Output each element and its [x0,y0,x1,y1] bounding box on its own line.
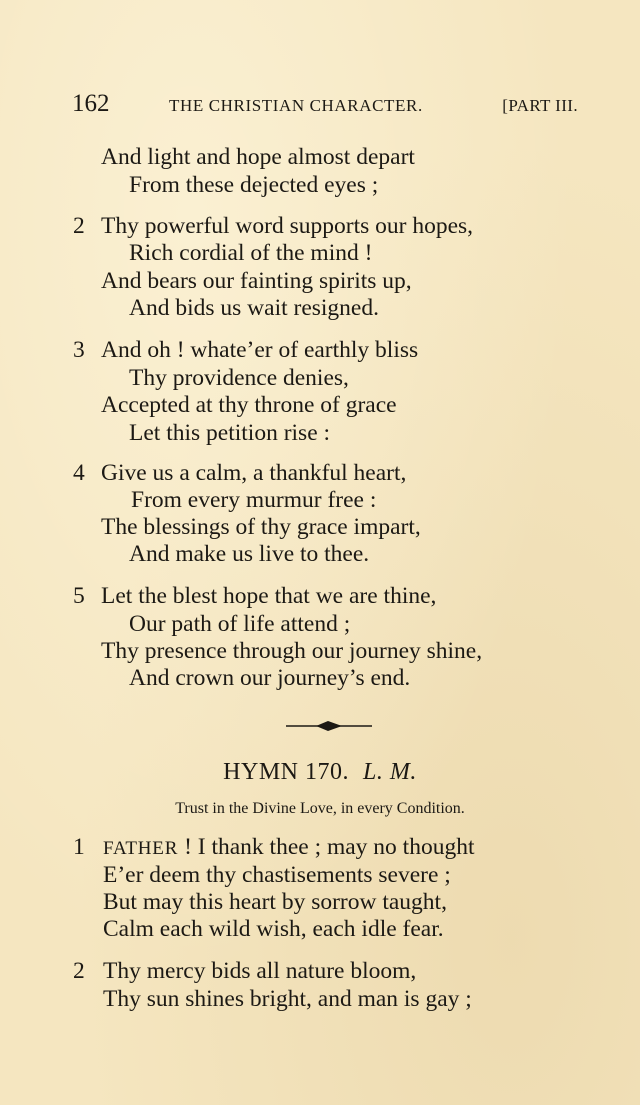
verse-line: Our path of life attend ; [129,611,351,637]
hymn-meter: L. M. [363,759,417,785]
verse-line-first [103,836,475,860]
verse-line: Rich cordial of the mind ! [129,240,373,266]
running-header [72,86,592,126]
small-caps-opening-word: FATHER [103,838,179,859]
part-label: [PART III. [502,96,578,115]
verse-line: Let this petition rise : [129,420,331,446]
stanza-number: 3 [73,337,85,363]
ornamental-divider-icon [286,718,372,734]
stanza-number: 2 [73,213,85,239]
verse-line: The blessings of thy grace impart, [101,514,421,540]
first-line-rest: ! I thank thee ; may no thought [178,834,475,860]
verse-line: Thy providence denies, [129,365,349,391]
verse-line: From every murmur free : [131,487,377,513]
verse-line: And crown our journey’s end. [129,665,411,691]
verse-line: And bears our fainting spirits up, [101,268,412,294]
stanza-number: 5 [73,583,85,609]
verse-line: And oh ! whate’er of earthly bliss [101,337,419,363]
verse-line: From these dejected eyes ; [129,172,379,198]
running-title: THE CHRISTIAN CHARACTER. [169,96,423,115]
stanza-number: 4 [73,460,85,486]
verse-line: Let the blest hope that we are thine, [101,583,437,609]
verse-line: Thy presence through our journey shine, [101,638,483,664]
verse-line: Thy sun shines bright, and man is gay ; [103,986,472,1012]
verse-line: Give us a calm, a thankful heart, [101,460,407,486]
hymn-title: HYMN 170. [223,759,349,785]
verse-line: And make us live to thee. [129,541,370,567]
verse-line: But may this heart by sorrow taught, [103,889,447,915]
verse-line: Calm each wild wish, each idle fear. [103,916,444,942]
stanza-number: 1 [73,834,85,860]
page-number: 162 [72,90,110,117]
verse-line: And light and hope almost depart [101,144,415,170]
verse-line: Thy powerful word supports our hopes, [101,213,474,239]
verse-line: Thy mercy bids all nature bloom, [103,958,417,984]
verse-line: Accepted at thy throne of grace [101,392,397,418]
hymn-subtitle: Trust in the Divine Love, in every Condition. [175,800,465,817]
verse-line: E’er deem thy chastisements severe ; [103,862,451,888]
hymn-heading [0,759,640,786]
stanza-number: 2 [73,958,85,984]
verse-line: And bids us wait resigned. [129,295,379,321]
